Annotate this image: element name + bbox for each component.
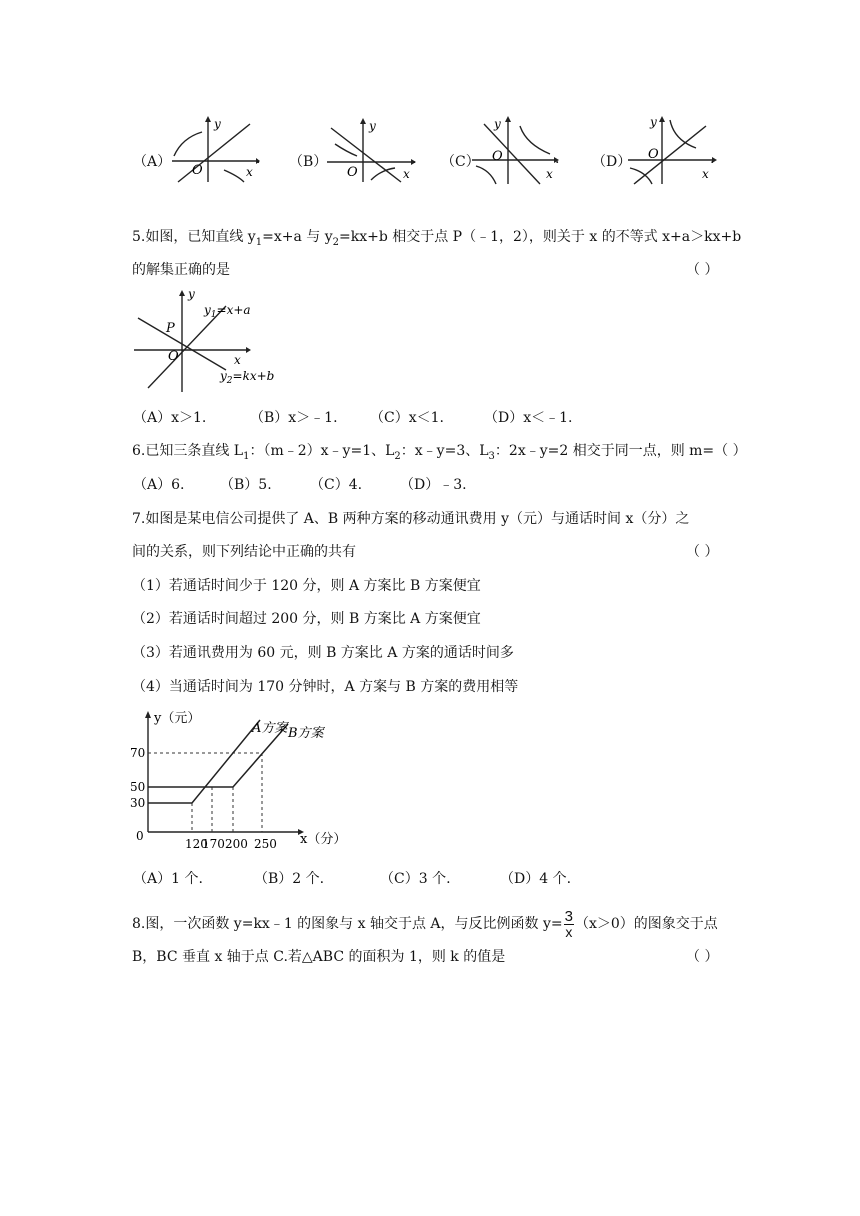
q4a-y-label: y xyxy=(214,117,221,131)
q6-option-c: （C）4. xyxy=(310,477,363,493)
q7-x-axis-label: x（分） xyxy=(300,832,347,847)
q6-question: 6.已知三条直线 $L_1$：（m﹣2）x﹣y=1、$L_2$：x﹣y=3、$L_3$：2x﹣y=2 相交于同一点，则 m=（ ） xyxy=(132,443,747,462)
q7-xtick-200: 200 xyxy=(225,837,248,851)
q8-answer-paren: （ ） xyxy=(686,949,719,965)
q5-option-b: （B）x＞﹣1. xyxy=(250,410,338,426)
q4-option-b-label: （B） xyxy=(289,154,328,170)
q6-option-d: （D）﹣3. xyxy=(400,477,467,493)
q5-answer-paren: （ ） xyxy=(686,262,719,278)
q7-xtick-170: 170 xyxy=(202,837,225,851)
q8-question-line2: B，BC 垂直 x 轴于点 C.若△ABC 的面积为 1，则 k 的值是 xyxy=(132,949,506,965)
q4c-y-label: y xyxy=(494,117,501,131)
q7-question-line1: 7.如图是某电信公司提供了 A、B 两种方案的移动通讯费用 y（元）与通话时间 x（分）之 xyxy=(132,511,690,527)
q7-ytick-30: 30 xyxy=(130,796,146,810)
q7-option-d: （D）4 个. xyxy=(500,871,572,887)
q4b-origin: O xyxy=(347,165,358,180)
q6-option-a: （A）6. xyxy=(133,477,185,493)
q7-statement-3: （3）若通讯费用为 60 元，则 B 方案比 A 方案的通话时间多 xyxy=(132,645,514,661)
q4-option-c-label: （C） xyxy=(441,154,480,170)
q4c-origin: O xyxy=(492,149,503,164)
q7-statement-1: （1）若通话时间少于 120 分，则 A 方案比 B 方案便宜 xyxy=(132,578,481,594)
q4d-y-label: y xyxy=(650,115,657,129)
q4-graph-b xyxy=(325,118,417,184)
q7-ytick-50: 50 xyxy=(130,780,146,794)
q5-x-label: x xyxy=(234,353,241,367)
q4d-origin: O xyxy=(648,147,659,162)
q5-origin: O xyxy=(168,349,179,364)
q4a-x-label: x xyxy=(246,165,253,179)
q7-statement-2: （2）若通话时间超过 200 分，则 B 方案比 A 方案便宜 xyxy=(132,611,481,627)
q5-y1-label: $y_1=x+a$ xyxy=(204,303,251,320)
q4-graph-d xyxy=(626,114,718,186)
q4-graph-a xyxy=(170,116,260,184)
q4b-dot: . xyxy=(412,151,417,167)
q7-answer-paren: （ ） xyxy=(686,544,719,560)
q5-p-label: P xyxy=(166,321,175,336)
q5-y2-label: $y_2=kx+b$ xyxy=(220,369,275,386)
q6-option-b: （B）5. xyxy=(220,477,272,493)
q5-figure xyxy=(130,288,280,394)
q4b-y-label: y xyxy=(369,119,376,133)
q7-xtick-120: 120 xyxy=(185,837,208,851)
q7-line-plan-a xyxy=(148,720,260,803)
q4c-x-label: x xyxy=(546,167,553,181)
q4a-dot: . xyxy=(256,151,261,167)
q4b-x-label: x xyxy=(403,167,410,181)
q4a-origin: O xyxy=(192,163,203,178)
q4d-dot: . xyxy=(710,151,715,167)
q5-question-line1: 5.如图，已知直线 $y_1=x+a$ 与 $y_2=kx+b$ 相交于点 P（﹣1，2），则关于 x 的不等式 x+a＞kx+b xyxy=(132,229,742,248)
q7-option-c: （C）3 个. xyxy=(380,871,451,887)
q7-ytick-70: 70 xyxy=(130,746,146,760)
q8-fraction: $\frac{3}{x}$ xyxy=(564,908,573,940)
q7-ytick-0: 0 xyxy=(136,829,144,843)
q5-option-c: （C）x＜1. xyxy=(370,410,444,426)
q7-plan-b-label: B方案 xyxy=(288,726,324,741)
q5-y-label: y xyxy=(188,288,195,301)
q4d-x-label: x xyxy=(702,167,709,181)
q7-statement-4: （4）当通话时间为 170 分钟时，A 方案与 B 方案的费用相等 xyxy=(132,679,519,695)
q4-option-d-label: （D） xyxy=(592,154,632,170)
q8-question-line1: 8.图，一次函数 y=kx﹣1 的图象与 x 轴交于点 A，与反比例函数 y= $\frac{3}{x}$ （x＞0）的图象交于点 xyxy=(132,908,718,940)
q5-option-a: （A）x＞1. xyxy=(133,410,207,426)
q5-question-line2: 的解集正确的是 xyxy=(132,262,230,278)
q7-plan-a-label: A方案 xyxy=(252,721,288,736)
q7-xtick-250: 250 xyxy=(254,837,277,851)
q7-y-axis-label: y（元） xyxy=(154,711,201,726)
q5-option-d: （D）x＜﹣1. xyxy=(484,410,573,426)
q4c-dot: . xyxy=(555,151,560,167)
q7-chart xyxy=(128,706,358,854)
q4-option-a-label: （A） xyxy=(133,154,172,170)
q4-graph-c xyxy=(470,116,560,186)
q7-question-line2: 间的关系，则下列结论中正确的共有 xyxy=(132,544,356,560)
q7-option-b: （B）2 个. xyxy=(254,871,325,887)
q7-option-a: （A）1 个. xyxy=(133,871,203,887)
